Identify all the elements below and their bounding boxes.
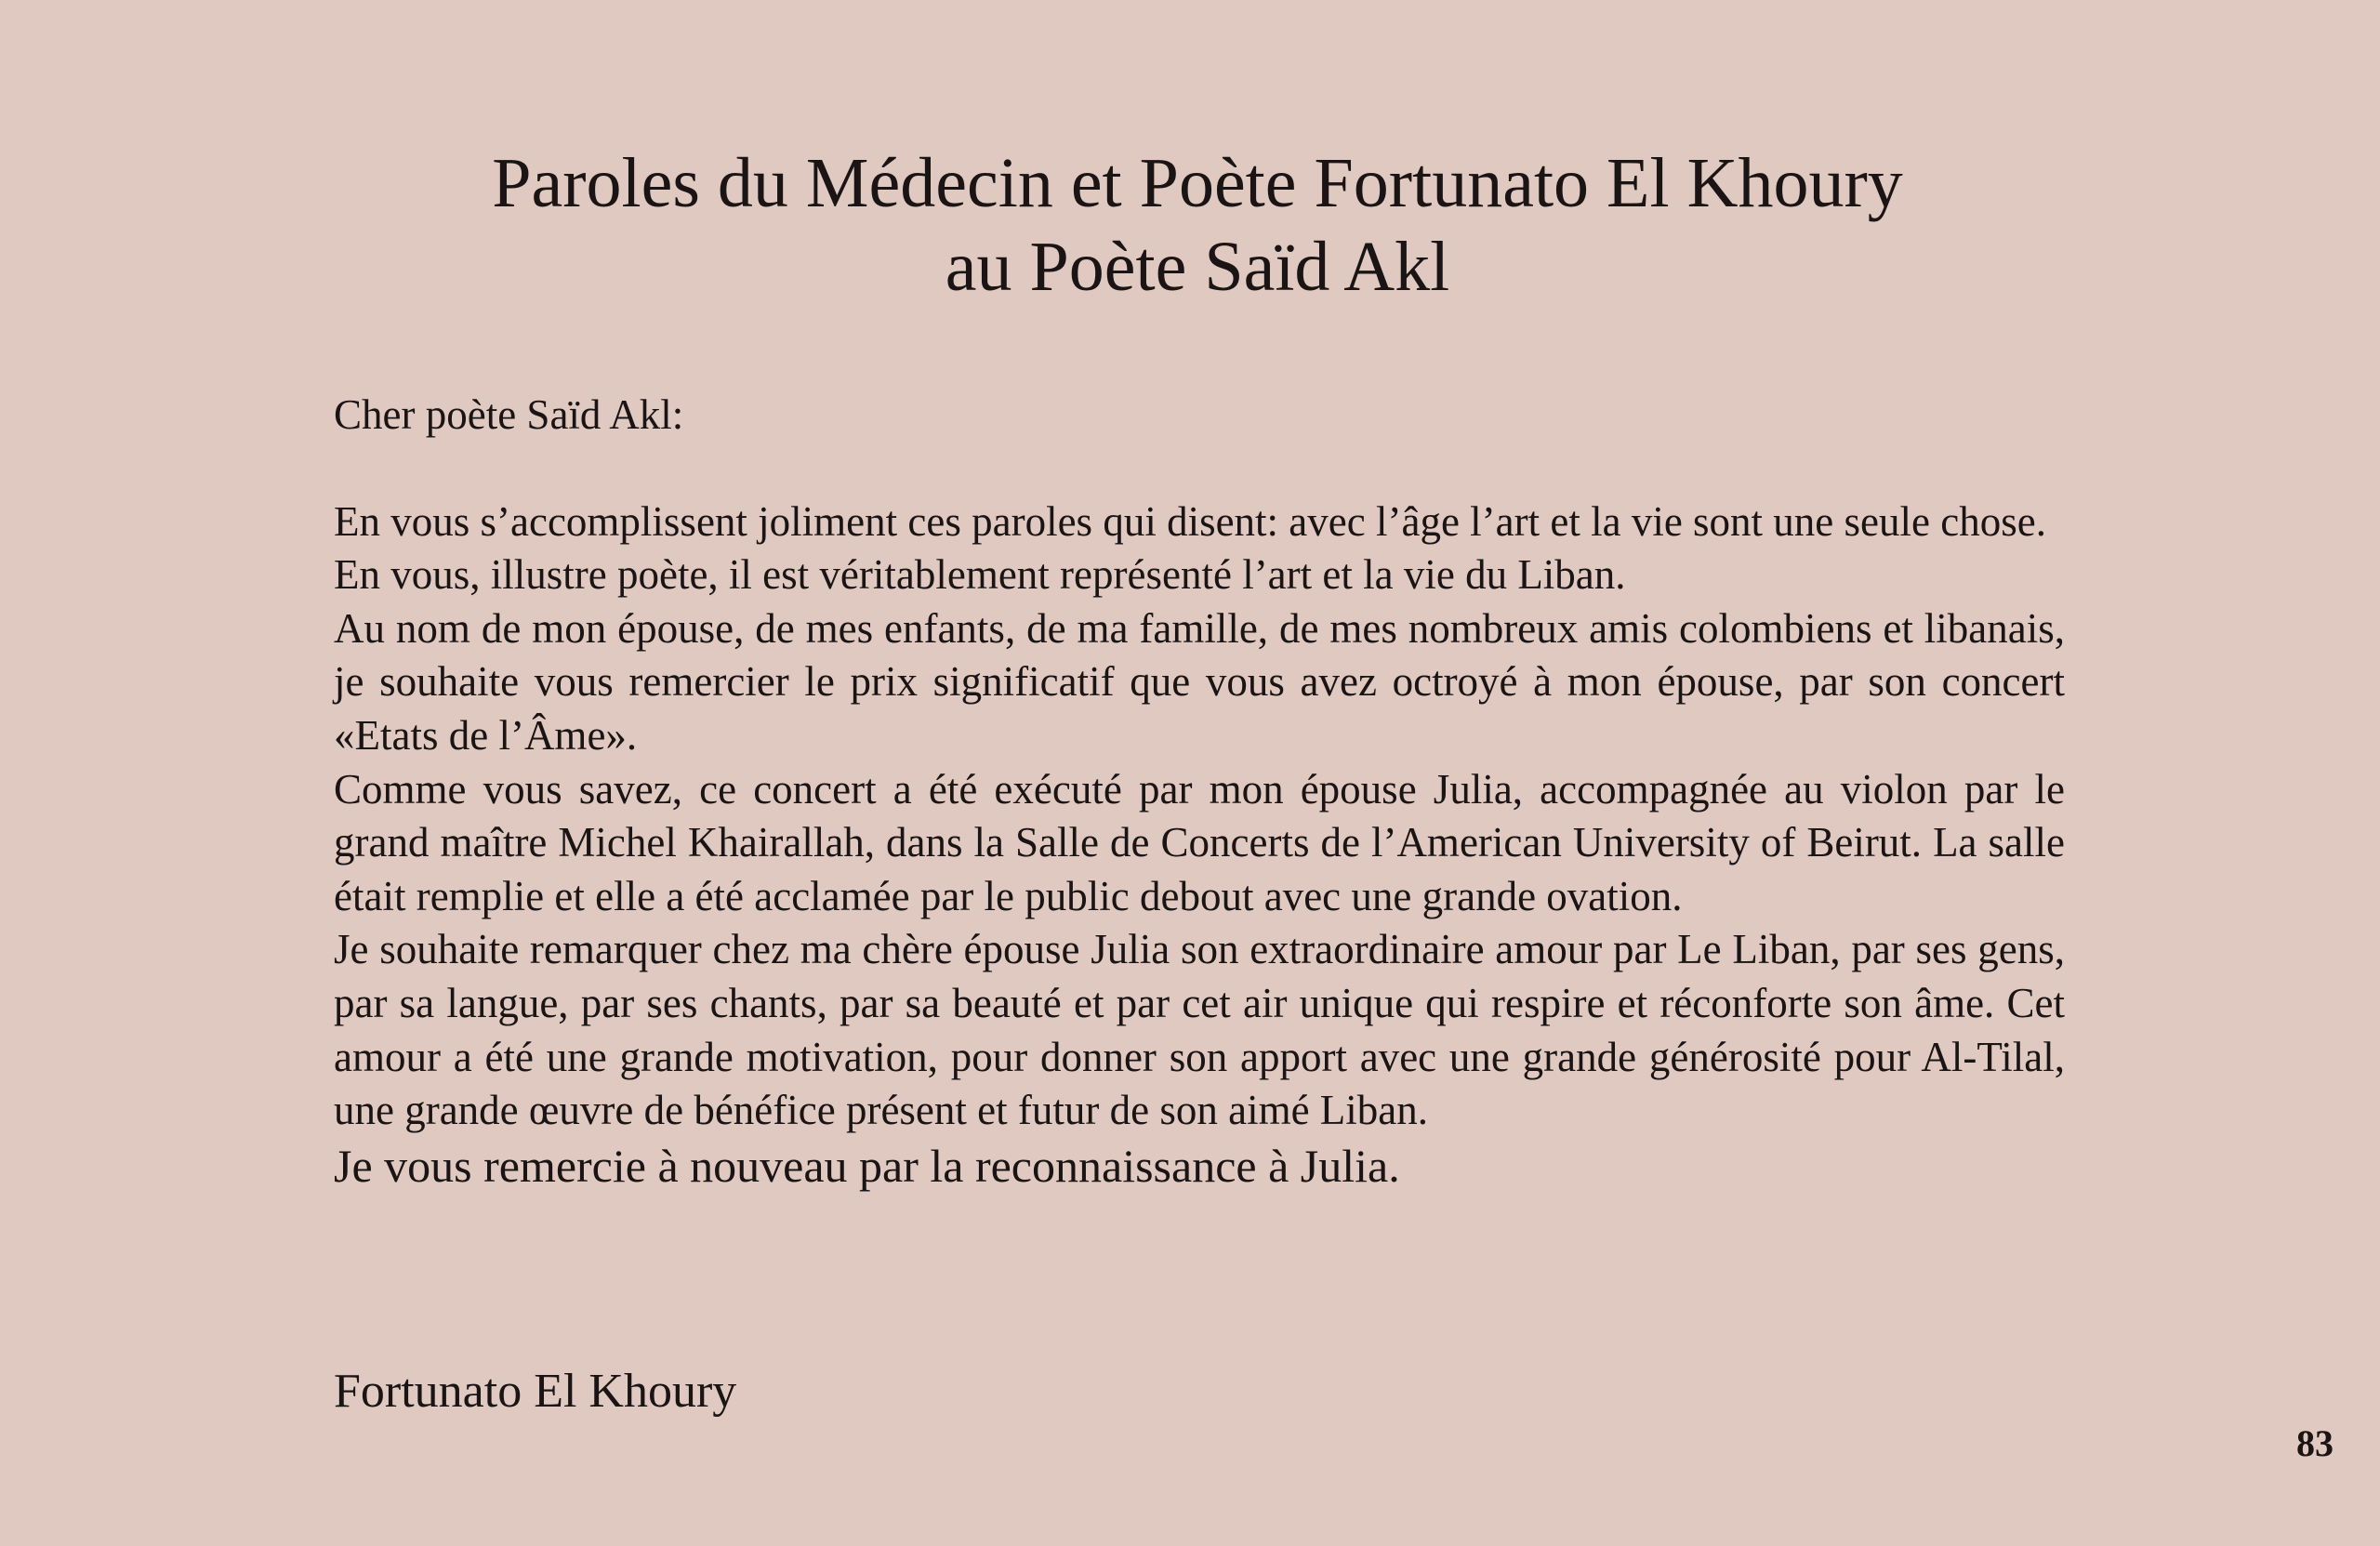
- letter-paragraph: Comme vous savez, ce concert a été exécuté par mon épouse Julia, accompagnée au violon par le grand maître Michel Khairallah, dans la Salle de Concerts de l’American University of Beirut. La salle était remplie et elle a été acclamée par le public debout avec une grande ovation.: [334, 765, 2065, 919]
- letter-closing: Je vous remercie à nouveau par la reconnaissance à Julia.: [334, 1139, 1400, 1192]
- title-line-2: au Poète Saïd Akl: [945, 228, 1450, 306]
- letter-signature: Fortunato El Khoury: [334, 1365, 737, 1418]
- letter-salutation: Cher poète Saïd Akl:: [334, 391, 684, 438]
- letter-body: [334, 389, 2065, 1194]
- title-line-1: Paroles du Médecin et Poète Fortunato El Khoury: [492, 144, 1903, 222]
- letter-paragraph: En vous s’accomplissent joliment ces paroles qui disent: avec l’âge l’art et la vie sont une seule chose.: [334, 497, 2046, 545]
- page-title: [279, 141, 2116, 309]
- letter-paragraph: Au nom de mon épouse, de mes enfants, de ma famille, de mes nombreux amis colombiens et libanais, je souhaite vous remercier le prix significatif que vous avez octroyé à mon épouse, par son concert «Etats de l’Âme».: [334, 604, 2065, 759]
- letter-paragraph: Je souhaite remarquer chez ma chère épouse Julia son extraordinaire amour par Le Liban, par ses gens, par sa langue, par ses chants, par sa beauté et par cet air unique qui respire et réconforte son âme. Cet amour a été une grande motivation, pour donner son apport avec une grande générosité pour Al-Tilal, une grande œuvre de bénéfice présent et futur de son aimé Liban.: [334, 926, 2065, 1134]
- page-number: 83: [2296, 1422, 2334, 1464]
- letter-paragraph: En vous, illustre poète, il est véritablement représenté l’art et la vie du Liban.: [334, 551, 1626, 599]
